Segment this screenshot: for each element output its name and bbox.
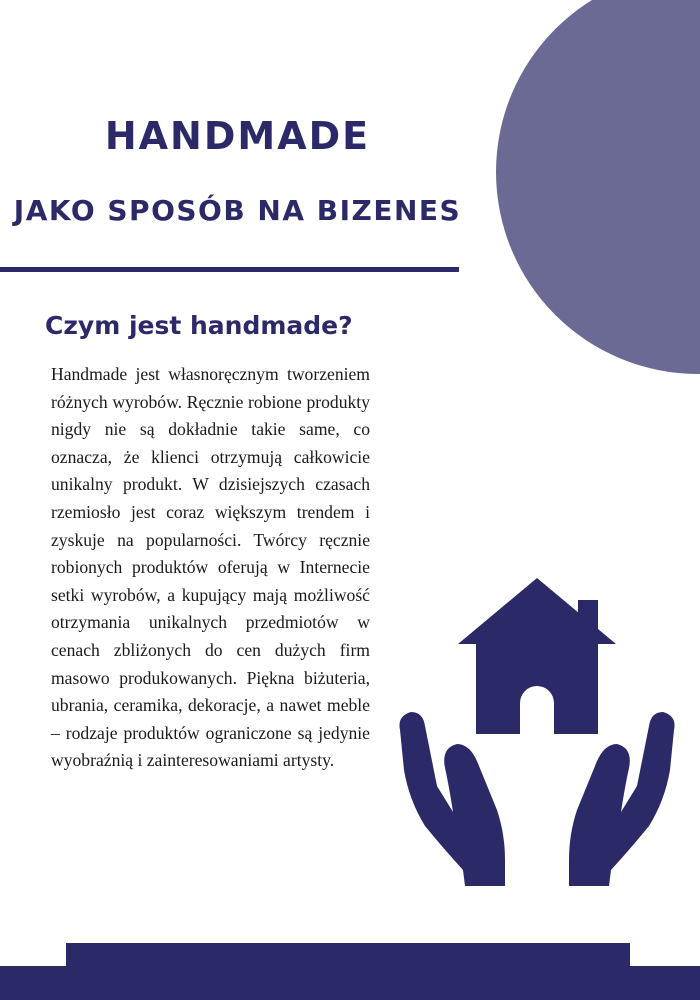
page-title: HANDMADE [104,114,371,158]
footer-bar [66,943,630,1000]
hands-holding-house-icon [397,578,677,888]
decorative-circle [496,0,700,374]
right-hand-icon [569,712,675,886]
left-hand-icon [399,712,505,886]
house-chimney-icon [578,600,598,632]
page-subtitle: JAKO SPOSÓB NA BIZENES [13,194,462,227]
section-heading: Czym jest handmade? [45,311,353,340]
section-body-text: Handmade jest własnoręcznym tworzeniem różnych wyrobów. Ręcznie robione produkty nigdy nie są dokładnie takie same, co oznacza, że klienci otrzymują całkowicie unikalny produkt. W dzisiejszych czasach rzemiosło jest coraz większym trendem i zyskuje na popularności. Twórcy ręcznie robionych produktów oferują w Internecie setki wyrobów, a kupujący mają możliwość otrzymania unikalnych przedmiotów w cenach zbliżonych do cen dużych firm masowo produkowanych. Piękna biżuteria, ubrania, ceramika, dekoracje, a nawet meble – rodzaje produktów ograniczone są jedynie wyobraźnią i zainteresowaniami artysty. [51,364,370,771]
header-divider [0,267,459,272]
